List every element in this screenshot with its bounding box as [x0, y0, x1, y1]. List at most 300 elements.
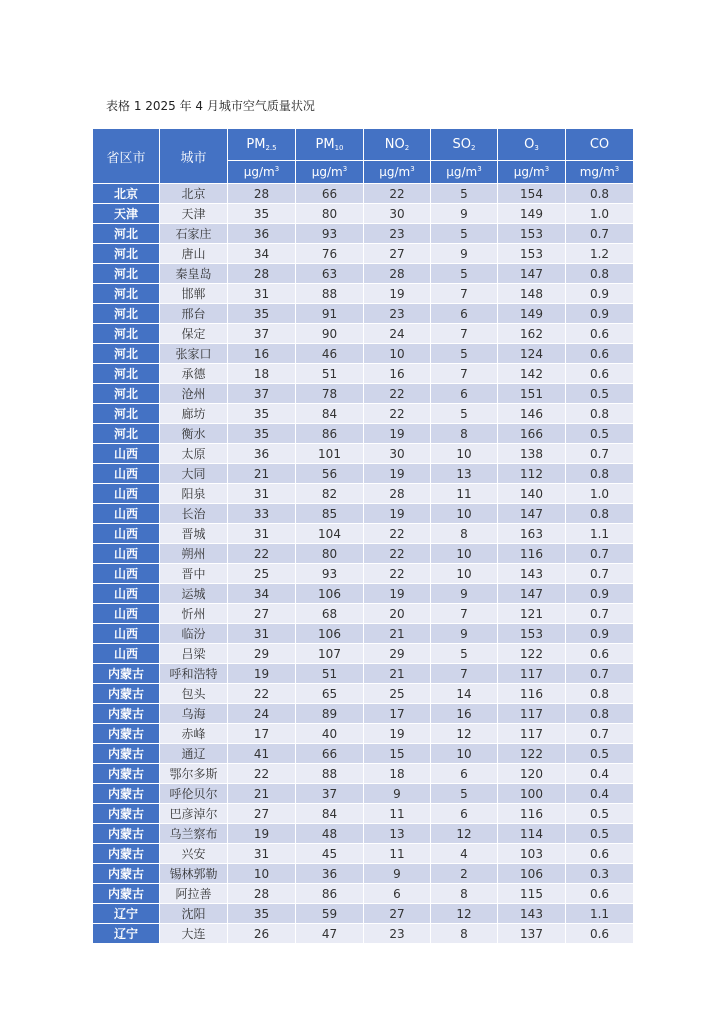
cell-co: 0.8: [566, 684, 634, 704]
table-row: [93, 704, 634, 724]
unit-pm10: $\mu g/m^3$: [296, 161, 364, 184]
cell-o3: 151: [498, 384, 566, 404]
cell-co: 0.7: [566, 564, 634, 584]
cell-no2: 19: [364, 464, 431, 484]
cell-o3: 103: [498, 844, 566, 864]
cell-co: 0.8: [566, 404, 634, 424]
cell-o3: 149: [498, 304, 566, 324]
cell-so2: 11: [431, 484, 498, 504]
cell-pm25: 28: [228, 264, 296, 284]
cell-so2: 8: [431, 524, 498, 544]
cell-so2: 9: [431, 624, 498, 644]
cell-co: 0.8: [566, 184, 634, 204]
cell-city: 太原: [160, 444, 228, 464]
cell-co: 0.5: [566, 824, 634, 844]
cell-pm25: 34: [228, 584, 296, 604]
cell-pm10: 93: [296, 564, 364, 584]
cell-pm25: 35: [228, 404, 296, 424]
cell-pm10: 59: [296, 904, 364, 924]
cell-province: 山西: [93, 524, 160, 544]
cell-no2: 21: [364, 624, 431, 644]
cell-so2: 7: [431, 364, 498, 384]
cell-pm25: 34: [228, 244, 296, 264]
table-row: [93, 304, 634, 324]
cell-pm10: 78: [296, 384, 364, 404]
table-row: [93, 544, 634, 564]
cell-so2: 7: [431, 324, 498, 344]
table-row: [93, 684, 634, 704]
cell-no2: 30: [364, 204, 431, 224]
cell-no2: 22: [364, 404, 431, 424]
header-no2: $NO_2$: [364, 129, 431, 161]
cell-pm25: 17: [228, 724, 296, 744]
cell-no2: 22: [364, 384, 431, 404]
cell-province: 北京: [93, 184, 160, 204]
cell-pm10: 93: [296, 224, 364, 244]
cell-no2: 27: [364, 904, 431, 924]
cell-pm25: 31: [228, 624, 296, 644]
cell-no2: 25: [364, 684, 431, 704]
cell-pm10: 107: [296, 644, 364, 664]
cell-so2: 10: [431, 544, 498, 564]
cell-city: 阿拉善: [160, 884, 228, 904]
cell-no2: 9: [364, 864, 431, 884]
cell-co: 0.9: [566, 624, 634, 644]
unit-o3: $\mu g/m^3$: [498, 161, 566, 184]
cell-city: 兴安: [160, 844, 228, 864]
table-row: [93, 804, 634, 824]
cell-city: 忻州: [160, 604, 228, 624]
cell-co: 1.0: [566, 204, 634, 224]
cell-city: 晋中: [160, 564, 228, 584]
cell-co: 0.7: [566, 604, 634, 624]
table-row: [93, 564, 634, 584]
cell-pm25: 10: [228, 864, 296, 884]
cell-city: 锡林郭勒: [160, 864, 228, 884]
cell-no2: 27: [364, 244, 431, 264]
cell-no2: 29: [364, 644, 431, 664]
cell-city: 大连: [160, 924, 228, 944]
cell-province: 内蒙古: [93, 664, 160, 684]
cell-o3: 162: [498, 324, 566, 344]
cell-no2: 19: [364, 504, 431, 524]
cell-no2: 23: [364, 304, 431, 324]
cell-province: 内蒙古: [93, 684, 160, 704]
cell-pm25: 16: [228, 344, 296, 364]
cell-pm25: 37: [228, 324, 296, 344]
cell-pm25: 41: [228, 744, 296, 764]
cell-city: 邢台: [160, 304, 228, 324]
table-row: [93, 444, 634, 464]
table-row: [93, 424, 634, 444]
cell-province: 山西: [93, 484, 160, 504]
cell-city: 巴彦淖尔: [160, 804, 228, 824]
cell-o3: 116: [498, 684, 566, 704]
cell-pm10: 80: [296, 544, 364, 564]
cell-so2: 8: [431, 884, 498, 904]
cell-city: 大同: [160, 464, 228, 484]
cell-so2: 2: [431, 864, 498, 884]
cell-no2: 11: [364, 844, 431, 864]
cell-pm10: 80: [296, 204, 364, 224]
header-o3: $O_3$: [498, 129, 566, 161]
cell-co: 0.7: [566, 544, 634, 564]
cell-co: 0.4: [566, 764, 634, 784]
cell-pm25: 22: [228, 764, 296, 784]
cell-city: 邯郸: [160, 284, 228, 304]
cell-no2: 13: [364, 824, 431, 844]
cell-o3: 149: [498, 204, 566, 224]
unit-co: $mg/m^3$: [566, 161, 634, 184]
cell-pm25: 22: [228, 544, 296, 564]
table-row: [93, 604, 634, 624]
cell-o3: 143: [498, 904, 566, 924]
cell-o3: 166: [498, 424, 566, 444]
table-row: [93, 784, 634, 804]
cell-co: 0.7: [566, 444, 634, 464]
cell-o3: 120: [498, 764, 566, 784]
cell-province: 河北: [93, 284, 160, 304]
cell-co: 0.4: [566, 784, 634, 804]
cell-co: 0.9: [566, 584, 634, 604]
cell-so2: 5: [431, 184, 498, 204]
cell-pm10: 45: [296, 844, 364, 864]
cell-co: 0.5: [566, 424, 634, 444]
cell-pm10: 82: [296, 484, 364, 504]
cell-so2: 10: [431, 564, 498, 584]
cell-pm10: 51: [296, 364, 364, 384]
table-row: [93, 664, 634, 684]
cell-co: 0.5: [566, 384, 634, 404]
cell-no2: 17: [364, 704, 431, 724]
cell-co: 0.6: [566, 344, 634, 364]
cell-no2: 10: [364, 344, 431, 364]
cell-pm25: 35: [228, 304, 296, 324]
cell-co: 1.1: [566, 524, 634, 544]
cell-pm10: 66: [296, 744, 364, 764]
cell-so2: 5: [431, 644, 498, 664]
cell-city: 呼伦贝尔: [160, 784, 228, 804]
cell-co: 1.2: [566, 244, 634, 264]
cell-co: 0.7: [566, 224, 634, 244]
cell-o3: 153: [498, 224, 566, 244]
cell-pm25: 36: [228, 444, 296, 464]
cell-so2: 16: [431, 704, 498, 724]
cell-co: 0.8: [566, 464, 634, 484]
cell-o3: 143: [498, 564, 566, 584]
cell-co: 0.9: [566, 304, 634, 324]
cell-province: 内蒙古: [93, 884, 160, 904]
unit-pm25: $\mu g/m^3$: [228, 161, 296, 184]
table-row: [93, 864, 634, 884]
cell-city: 朔州: [160, 544, 228, 564]
cell-pm10: 104: [296, 524, 364, 544]
cell-province: 内蒙古: [93, 704, 160, 724]
cell-city: 阳泉: [160, 484, 228, 504]
cell-so2: 12: [431, 824, 498, 844]
header-province: 省区市: [93, 129, 160, 184]
cell-province: 河北: [93, 344, 160, 364]
cell-city: 运城: [160, 584, 228, 604]
cell-no2: 23: [364, 224, 431, 244]
table-row: [93, 244, 634, 264]
cell-province: 河北: [93, 224, 160, 244]
cell-pm10: 86: [296, 884, 364, 904]
table-row: [93, 324, 634, 344]
cell-pm10: 106: [296, 624, 364, 644]
cell-pm25: 18: [228, 364, 296, 384]
cell-so2: 7: [431, 284, 498, 304]
cell-o3: 122: [498, 644, 566, 664]
cell-co: 0.6: [566, 324, 634, 344]
cell-province: 山西: [93, 624, 160, 644]
cell-pm25: 35: [228, 424, 296, 444]
cell-co: 0.6: [566, 364, 634, 384]
table-row: [93, 524, 634, 544]
cell-o3: 124: [498, 344, 566, 364]
cell-so2: 8: [431, 924, 498, 944]
cell-pm10: 90: [296, 324, 364, 344]
cell-so2: 4: [431, 844, 498, 864]
cell-pm10: 89: [296, 704, 364, 724]
cell-pm25: 24: [228, 704, 296, 724]
cell-no2: 23: [364, 924, 431, 944]
cell-so2: 6: [431, 384, 498, 404]
cell-pm10: 88: [296, 284, 364, 304]
cell-co: 0.3: [566, 864, 634, 884]
cell-city: 承德: [160, 364, 228, 384]
cell-so2: 10: [431, 504, 498, 524]
cell-pm25: 26: [228, 924, 296, 944]
cell-so2: 5: [431, 224, 498, 244]
table-row: [93, 284, 634, 304]
cell-o3: 115: [498, 884, 566, 904]
cell-pm10: 65: [296, 684, 364, 704]
cell-o3: 142: [498, 364, 566, 384]
cell-province: 山西: [93, 564, 160, 584]
cell-co: 0.6: [566, 924, 634, 944]
cell-no2: 19: [364, 284, 431, 304]
cell-province: 山西: [93, 644, 160, 664]
cell-so2: 7: [431, 664, 498, 684]
cell-so2: 12: [431, 904, 498, 924]
cell-pm10: 88: [296, 764, 364, 784]
cell-pm10: 47: [296, 924, 364, 944]
cell-no2: 11: [364, 804, 431, 824]
cell-province: 山西: [93, 464, 160, 484]
cell-pm25: 31: [228, 844, 296, 864]
cell-province: 内蒙古: [93, 824, 160, 844]
cell-city: 乌兰察布: [160, 824, 228, 844]
cell-pm25: 27: [228, 604, 296, 624]
header-co: CO: [566, 129, 634, 161]
air-quality-table: [92, 128, 634, 944]
cell-pm25: 21: [228, 784, 296, 804]
cell-city: 北京: [160, 184, 228, 204]
cell-pm10: 84: [296, 404, 364, 424]
cell-so2: 6: [431, 804, 498, 824]
cell-no2: 19: [364, 584, 431, 604]
cell-city: 通辽: [160, 744, 228, 764]
cell-co: 0.8: [566, 704, 634, 724]
cell-so2: 10: [431, 444, 498, 464]
cell-city: 秦皇岛: [160, 264, 228, 284]
cell-co: 0.6: [566, 884, 634, 904]
cell-province: 河北: [93, 384, 160, 404]
cell-o3: 137: [498, 924, 566, 944]
cell-so2: 13: [431, 464, 498, 484]
table-row: [93, 364, 634, 384]
table-row: [93, 884, 634, 904]
cell-no2: 6: [364, 884, 431, 904]
cell-pm10: 48: [296, 824, 364, 844]
cell-no2: 22: [364, 184, 431, 204]
cell-no2: 18: [364, 764, 431, 784]
cell-province: 河北: [93, 424, 160, 444]
cell-city: 沧州: [160, 384, 228, 404]
cell-pm10: 37: [296, 784, 364, 804]
cell-no2: 30: [364, 444, 431, 464]
cell-o3: 163: [498, 524, 566, 544]
cell-pm10: 84: [296, 804, 364, 824]
cell-city: 唐山: [160, 244, 228, 264]
cell-o3: 117: [498, 724, 566, 744]
cell-o3: 114: [498, 824, 566, 844]
cell-co: 0.5: [566, 804, 634, 824]
cell-pm25: 21: [228, 464, 296, 484]
cell-province: 山西: [93, 544, 160, 564]
cell-co: 1.1: [566, 904, 634, 924]
cell-so2: 5: [431, 404, 498, 424]
cell-co: 1.0: [566, 484, 634, 504]
table-row: [93, 484, 634, 504]
cell-province: 河北: [93, 264, 160, 284]
cell-o3: 154: [498, 184, 566, 204]
table-row: [93, 624, 634, 644]
cell-pm25: 31: [228, 484, 296, 504]
cell-so2: 9: [431, 584, 498, 604]
cell-pm10: 91: [296, 304, 364, 324]
cell-pm25: 36: [228, 224, 296, 244]
cell-pm10: 51: [296, 664, 364, 684]
table-row: [93, 504, 634, 524]
cell-province: 天津: [93, 204, 160, 224]
cell-co: 0.6: [566, 644, 634, 664]
cell-pm10: 76: [296, 244, 364, 264]
cell-pm10: 106: [296, 584, 364, 604]
cell-o3: 122: [498, 744, 566, 764]
table-row: [93, 264, 634, 284]
table-body: [93, 184, 634, 944]
cell-city: 临汾: [160, 624, 228, 644]
cell-pm10: 36: [296, 864, 364, 884]
cell-co: 0.7: [566, 724, 634, 744]
cell-so2: 7: [431, 604, 498, 624]
cell-no2: 16: [364, 364, 431, 384]
table-row: [93, 384, 634, 404]
cell-no2: 21: [364, 664, 431, 684]
header-row-pollutants: [93, 129, 634, 161]
cell-o3: 117: [498, 704, 566, 724]
cell-no2: 24: [364, 324, 431, 344]
cell-no2: 19: [364, 724, 431, 744]
cell-so2: 5: [431, 784, 498, 804]
cell-province: 内蒙古: [93, 804, 160, 824]
cell-province: 河北: [93, 304, 160, 324]
cell-so2: 9: [431, 244, 498, 264]
cell-o3: 148: [498, 284, 566, 304]
table-row: [93, 724, 634, 744]
cell-o3: 153: [498, 624, 566, 644]
cell-province: 山西: [93, 584, 160, 604]
cell-so2: 6: [431, 764, 498, 784]
cell-pm10: 66: [296, 184, 364, 204]
cell-city: 赤峰: [160, 724, 228, 744]
cell-city: 廊坊: [160, 404, 228, 424]
cell-pm10: 63: [296, 264, 364, 284]
cell-o3: 106: [498, 864, 566, 884]
cell-o3: 112: [498, 464, 566, 484]
cell-province: 内蒙古: [93, 744, 160, 764]
header-pm10: $PM_{10}$: [296, 129, 364, 161]
cell-o3: 153: [498, 244, 566, 264]
cell-pm25: 33: [228, 504, 296, 524]
cell-pm25: 35: [228, 904, 296, 924]
cell-pm25: 19: [228, 824, 296, 844]
cell-province: 山西: [93, 444, 160, 464]
cell-pm25: 37: [228, 384, 296, 404]
cell-no2: 19: [364, 424, 431, 444]
cell-no2: 9: [364, 784, 431, 804]
cell-o3: 100: [498, 784, 566, 804]
cell-so2: 9: [431, 204, 498, 224]
table-caption: 表格 1 2025 年 4 月城市空气质量状况: [106, 99, 315, 113]
cell-city: 沈阳: [160, 904, 228, 924]
cell-city: 长治: [160, 504, 228, 524]
cell-pm10: 101: [296, 444, 364, 464]
cell-o3: 140: [498, 484, 566, 504]
cell-so2: 8: [431, 424, 498, 444]
cell-o3: 146: [498, 404, 566, 424]
table-row: [93, 744, 634, 764]
cell-province: 河北: [93, 404, 160, 424]
cell-city: 石家庄: [160, 224, 228, 244]
cell-pm25: 19: [228, 664, 296, 684]
cell-city: 张家口: [160, 344, 228, 364]
table-row: [93, 464, 634, 484]
cell-pm25: 27: [228, 804, 296, 824]
cell-no2: 22: [364, 524, 431, 544]
cell-pm10: 85: [296, 504, 364, 524]
cell-city: 包头: [160, 684, 228, 704]
cell-province: 内蒙古: [93, 784, 160, 804]
cell-o3: 147: [498, 504, 566, 524]
cell-city: 保定: [160, 324, 228, 344]
cell-o3: 116: [498, 544, 566, 564]
cell-o3: 116: [498, 804, 566, 824]
cell-pm25: 28: [228, 184, 296, 204]
cell-no2: 20: [364, 604, 431, 624]
cell-co: 0.9: [566, 284, 634, 304]
cell-o3: 147: [498, 264, 566, 284]
cell-province: 内蒙古: [93, 724, 160, 744]
cell-province: 河北: [93, 244, 160, 264]
table-row: [93, 184, 634, 204]
cell-pm25: 29: [228, 644, 296, 664]
cell-city: 乌海: [160, 704, 228, 724]
cell-pm25: 31: [228, 284, 296, 304]
table-row: [93, 764, 634, 784]
